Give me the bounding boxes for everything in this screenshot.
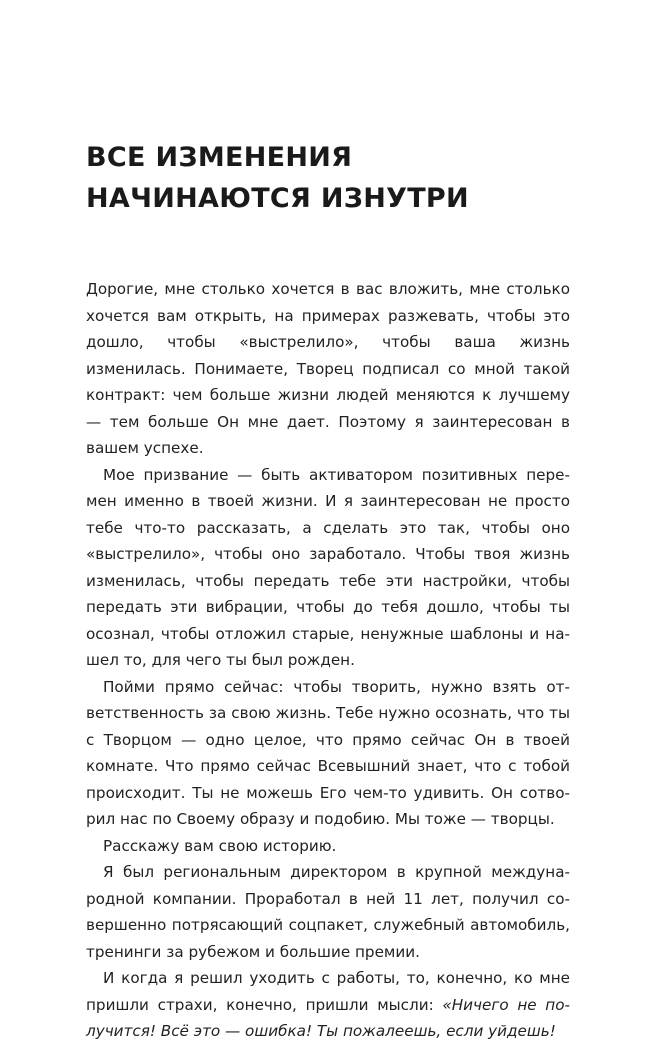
chapter-title-line-1: ВСЕ ИЗМЕНЕНИЯ: [86, 142, 353, 173]
paragraph-2: Мое призвание — быть активатором позитивных перемен именно в твоей жизни. И я заинтересован не просто тебе что-то рассказать, а сделать это так, чтобы оно «выстрелило», чтобы оно заработало. Чтобы твоя жизнь изменилась, чтобы передать тебе эти настройки, чтобы передать эти вибрации, чтобы до тебя дошло, чтобы ты осознал, чтобы отложил старые, ненужные шаблоны и нашел то, для чего ты был рожден.: [86, 465, 570, 669]
paragraph-6-text: И когда я решил уходить с работы, то, конечно, ко мне пришли страхи, конечно, пришли мысли:: [86, 969, 570, 1014]
chapter-body: [86, 276, 570, 1045]
paragraph-3: Пойми прямо сейчас: чтобы творить, нужно взять ответственность за свою жизнь. Тебе нужно осознать, что ты с Творцом — одно целое, что прямо сейчас Он в твоей комнате. Что прямо сейчас Всевышний знает, что с тобой происходит. Ты не можешь Его чем-то удивить. Он сотворил нас по Своему образу и подобию. Мы тоже — творцы.: [86, 677, 570, 828]
paragraph-6: [86, 965, 570, 1045]
chapter-title-line-2: НАЧИНАЮТСЯ ИЗНУТРИ: [86, 183, 469, 214]
paragraph-1: Дорогие, мне столько хочется в вас вложить, мне столько хочется вам открыть, на примерах разжевать, чтобы это дошло, чтобы «выстрелило», чтобы ваша жизнь изменилась. Понимаете, Творец подписал со мной такой контракт: чем больше жизни людей меняются к лучшему — тем больше Он мне дает. Поэтому я заинтересован в вашем успехе.: [86, 280, 570, 457]
paragraph-5: Я был региональным директором в крупной международной компании. Проработал в ней 11 лет, получил совершенно потрясающий соцпакет, служебный автомобиль, тренинги за рубежом и большие премии.: [86, 863, 570, 961]
paragraph-6-quote: «Ничего не получится! Всё это — ошибка! Ты пожалеешь, если уйдешь!: [86, 995, 570, 1040]
paragraph-4: Расскажу вам свою историю.: [103, 836, 337, 855]
book-page: [86, 0, 570, 1045]
chapter-title: [86, 137, 570, 219]
